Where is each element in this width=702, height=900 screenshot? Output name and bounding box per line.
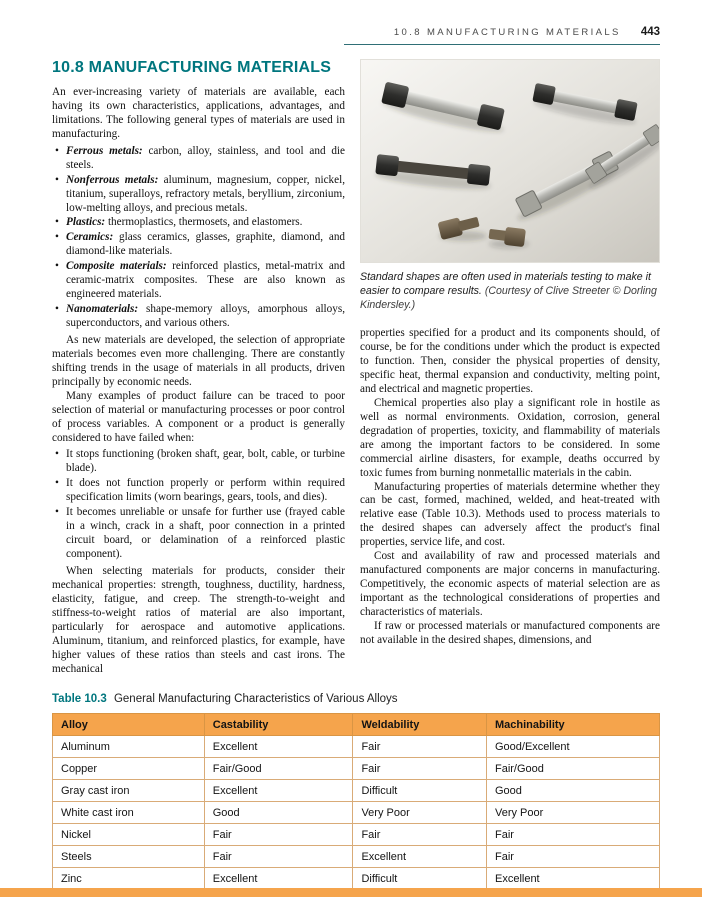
paragraph: Chemical properties also play a significant role in hostile as well as normal environments. Oxidation, corrosion, general degradation of properties, toxicity, and flammability of materials are among the important factors to be considered. In some commercial airline disasters, for example, deaths occurred by toxic fumes from burning nonmetallic materials in the cabin. xyxy=(360,396,660,479)
table-cell: Fair xyxy=(353,736,487,758)
list-item: • It stops functioning (broken shaft, gear, bolt, cable, or turbine blade). xyxy=(52,448,345,476)
running-head-title: 10.8 MANUFACTURING MATERIALS xyxy=(393,27,621,38)
two-column-content xyxy=(52,59,660,676)
table-cell: Zinc xyxy=(53,868,205,890)
bullet-term: Nanomaterials: xyxy=(66,303,139,316)
column-header: Castability xyxy=(204,714,353,736)
right-column xyxy=(360,59,660,676)
paragraph: Many examples of product failure can be traced to poor selection of material or manufacturing processes or poor control of process variables. A component or a product is generally considered to have failed when: xyxy=(52,389,345,444)
list-item: • It does not function properly or perform within required specification limits (worn bearings, gears, tools, and dies). xyxy=(52,477,345,505)
bullet-text: reinforced plastics, metal-matrix and ceramic-matrix composites. These are also known as engineered materials. xyxy=(66,260,345,301)
paragraph: properties specified for a product and its components should, of course, be for the conditions under which the product is expected to function. Then, consider the physical properties of density, specific heat, thermal expansion and conductivity, melting point, and electrical and magnetic properties. xyxy=(360,327,660,395)
table-cell: Excellent xyxy=(204,736,353,758)
table-cell: Gray cast iron xyxy=(53,780,205,802)
bullet-text: glass ceramics, glasses, graphite, diamond, and diamond-like materials. xyxy=(66,231,346,258)
list-item xyxy=(52,174,345,216)
table-caption xyxy=(52,693,660,705)
page-number: 443 xyxy=(640,26,660,38)
table-cell: Fair xyxy=(486,824,659,846)
table-cell: Excellent xyxy=(204,780,353,802)
table-cell: Fair xyxy=(486,846,659,868)
materials-list xyxy=(52,145,345,331)
list-item xyxy=(52,260,345,302)
alloys-table xyxy=(52,713,660,890)
table-cell: Excellent xyxy=(204,868,353,890)
specimen-photo xyxy=(360,59,660,263)
table-block xyxy=(52,693,660,890)
bullet-text: thermoplastics, thermosets, and elastomers. xyxy=(107,216,303,229)
caption-text: Standard shapes are often used in materials testing to make it easier to compare results. xyxy=(360,271,651,298)
column-header: Machinability xyxy=(486,714,659,736)
bullet-text: aluminum, magnesium, copper, nickel, titanium, superalloys, refractory metals, beryllium, zirconium, low-melting alloys, and precious metals. xyxy=(66,173,345,214)
table-cell: Good xyxy=(486,780,659,802)
table-cell: Nickel xyxy=(53,824,205,846)
paragraph: When selecting materials for products, consider their mechanical properties: strength, toughness, ductility, hardness, elasticity, fatigue, and creep. The strength-to-weight and stiffness-to-weight ratios of material are also important, particularly for aerospace and automotive applications. Aluminum, titanium, and reinforced plastics, for example, have higher values of these ratios than steels and cast irons. The mechanical xyxy=(52,564,345,675)
table-cell: White cast iron xyxy=(53,802,205,824)
bullet-term: Composite materials: xyxy=(66,260,167,273)
table-row xyxy=(53,758,660,780)
list-item xyxy=(52,231,345,259)
table-row xyxy=(53,736,660,758)
bullet-term: Nonferrous metals: xyxy=(66,173,159,186)
bullet-text: carbon, alloy, stainless, and tool and die steels. xyxy=(66,144,345,171)
running-head xyxy=(52,26,660,38)
table-row xyxy=(53,780,660,802)
table-cell: Excellent xyxy=(486,868,659,890)
paragraph: As new materials are developed, the selection of appropriate materials becomes even more challenging. There are constantly shifting trends in the usage of materials in all products, driven principally by economic needs. xyxy=(52,333,345,388)
table-cell: Good/Excellent xyxy=(486,736,659,758)
bullet-term: Ferrous metals: xyxy=(66,144,143,157)
table-cell: Fair/Good xyxy=(204,758,353,780)
table-cell: Fair xyxy=(353,758,487,780)
table-header-row xyxy=(53,714,660,736)
table-cell: Fair xyxy=(204,846,353,868)
table-cell: Fair xyxy=(353,824,487,846)
table-title: General Manufacturing Characteristics of Various Alloys xyxy=(113,693,398,706)
paragraph: If raw or processed materials or manufactured components are not available in the desired shapes, dimensions, and xyxy=(360,619,660,646)
column-header: Weldability xyxy=(353,714,487,736)
column-header: Alloy xyxy=(53,714,205,736)
figure-caption xyxy=(360,270,660,312)
caption-credit: (Courtesy of Clive Streeter © Dorling Kindersley.) xyxy=(360,285,657,312)
list-item: • It becomes unreliable or unsafe for further use (frayed cable in a winch, crack in a shaft, poor connection in a printed circuit board, or delamination of a reinforced plastic component). xyxy=(52,506,345,562)
table-row xyxy=(53,868,660,890)
left-column xyxy=(52,59,345,676)
table-row xyxy=(53,846,660,868)
list-item xyxy=(52,303,345,331)
table-label: Table 10.3 xyxy=(52,693,107,706)
bullet-term: Plastics: xyxy=(66,216,106,229)
figure xyxy=(360,59,660,312)
failure-list xyxy=(52,448,345,562)
table-cell: Very Poor xyxy=(486,802,659,824)
table-cell: Excellent xyxy=(353,846,487,868)
table-cell: Copper xyxy=(53,758,205,780)
bullet-term: Ceramics: xyxy=(66,231,114,244)
table-cell: Fair/Good xyxy=(486,758,659,780)
table-cell: Difficult xyxy=(353,780,487,802)
intro-paragraph: An ever-increasing variety of materials are available, each having its own characteristics, applications, advantages, and limitations. The following general types of materials are used in manufacturing. xyxy=(52,86,345,140)
table-cell: Fair xyxy=(204,824,353,846)
section-title: 10.8 MANUFACTURING MATERIALS xyxy=(52,59,332,76)
table-cell: Very Poor xyxy=(353,802,487,824)
footer-accent-bar xyxy=(0,888,702,897)
table-cell: Steels xyxy=(53,846,205,868)
table-row xyxy=(53,802,660,824)
table-cell: Good xyxy=(204,802,353,824)
table-cell: Aluminum xyxy=(53,736,205,758)
bullet-text: shape-memory alloys, amorphous alloys, superconductors, and various others. xyxy=(66,303,345,329)
paragraph: Manufacturing properties of materials determine whether they can be cast, formed, machined, welded, and heat-treated with relative ease (Table 10.3). Methods used to process materials to the desired shapes can adversely affect the product's final properties, service life, and cost. xyxy=(360,480,660,549)
table-row xyxy=(53,824,660,846)
table-cell: Difficult xyxy=(353,868,487,890)
paragraph: Cost and availability of raw and processed materials and manufactured components are major concerns in manufacturing. Competitively, the economic aspects of material selection are as important as the technological considerations of properties and characteristics of materials. xyxy=(360,550,660,618)
list-item xyxy=(52,145,345,173)
header-rule xyxy=(344,44,660,45)
list-item xyxy=(52,216,345,230)
